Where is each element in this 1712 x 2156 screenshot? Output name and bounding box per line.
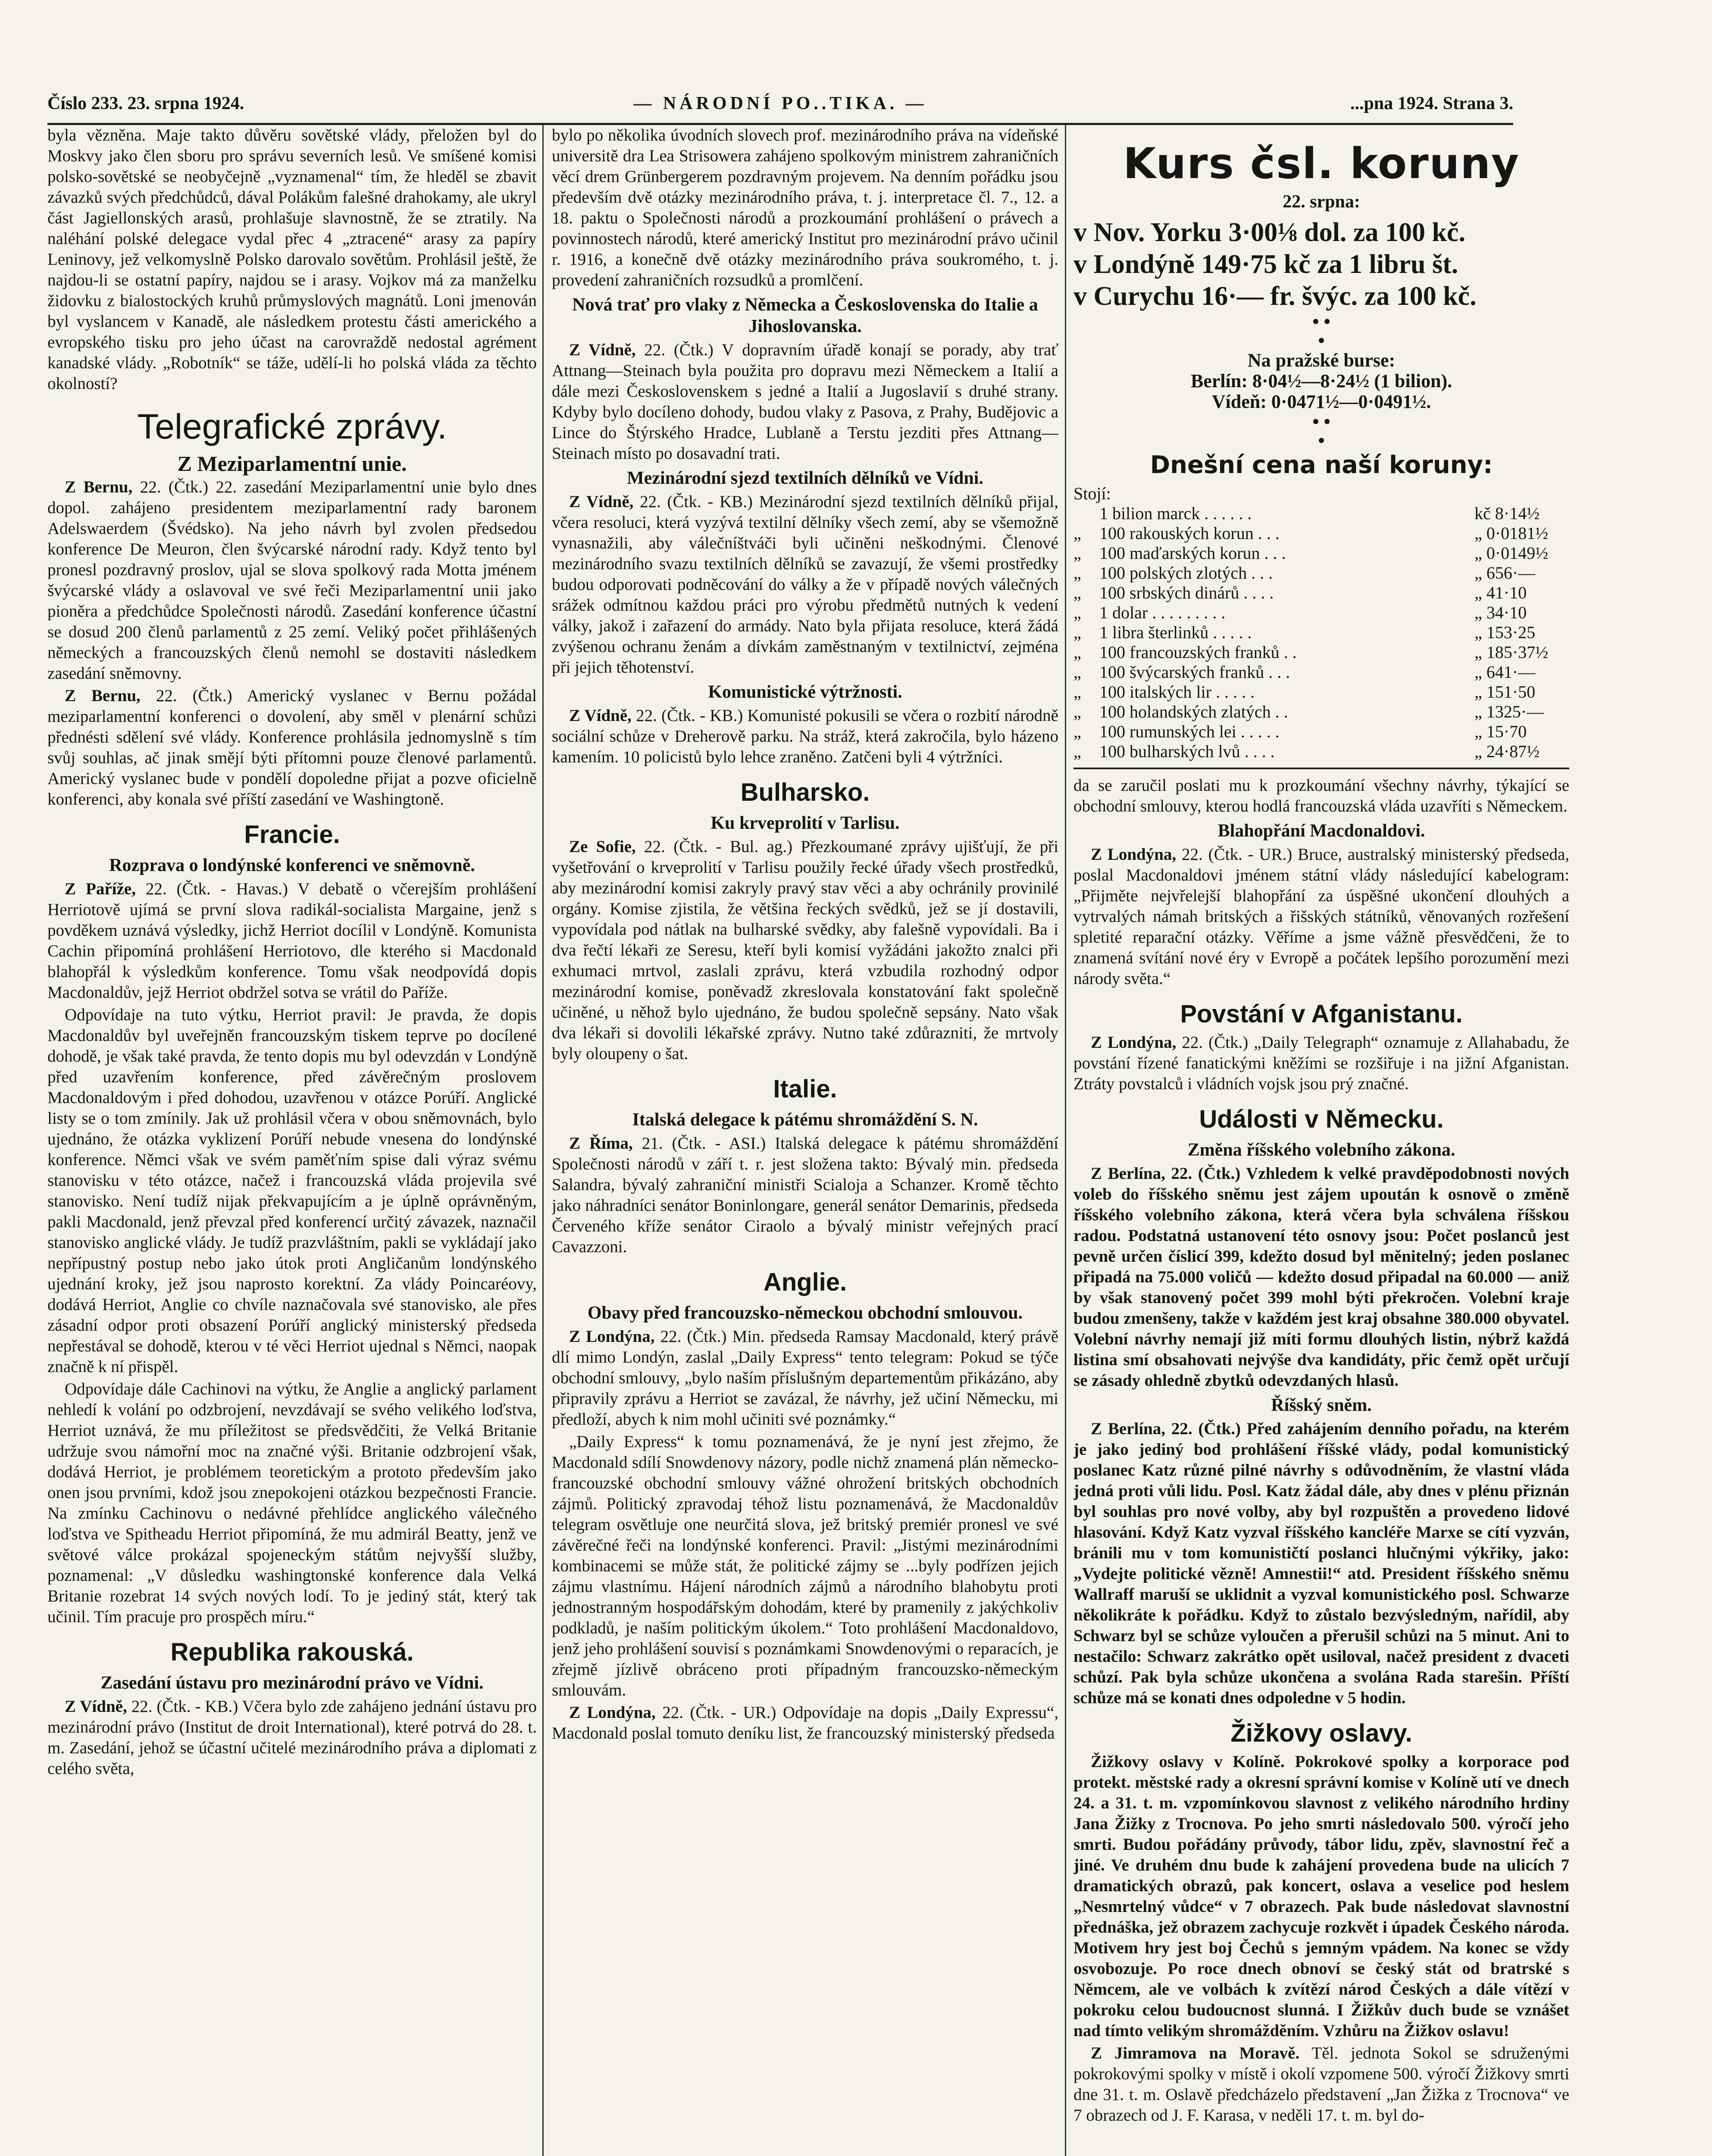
rate-label: 100 rakouských korun . . . [1099,523,1280,543]
rate-value: „ 641·— [1474,662,1536,682]
article-text: Z Paříže, 22. (Čtk. - Havas.) V debatě o včerejším prohlášení Herriotově ujímá se první slova radikál-socialista Margaine, jenž s povděkem uznává výsledky, jichž Herriot docílil v Londýně. Komunista Cachin připomíná prohlášení Herriotovo, dle kterého si Macdonald blahopřál k výsledkům konference. Tomu však neodpovídá dopis Macdonaldův, jejž Herriot obdržel sotva se vrátil do Paříže. [47,880,537,1002]
article-text: Ze Sofie, 22. (Čtk. - Bul. ag.) Přezkoumané zprávy ujišťují, že při vyšetřování o krveprolití v Tarlisu použily řecké úřady všech prostředků, aby mezinárodní komisi zakryly pravý stav věci a aby ochránily provinilé orgány. Komise zjistila, že většina řeckých svědků, jež se jí dostavili, vypovídala pod nátlak na bulharské svědky, aby falešně vypovídali. Ba i dva řečtí lékaři ze Seresu, kteří byli komisí vyžádáni jakožto znalci při exhumaci mrtvol, zaslali zprávu, která vzbudila rozhodný odpor mezinárodní komise, poněvadž zkreslovala konstatování fakt společně učiněné, u něhož bylo ujednáno, že budou společně sepsány. Nato však dva lékaři si dovolili lékařské zprávy. Nutno také zdůrazniti, že mrtvoly byly oloupeny o šat. [552,837,1058,1063]
separator-dots: • • • [1312,411,1330,451]
rate-value: „ 185·37½ [1474,642,1549,662]
rate-row [1074,742,1569,761]
article-title: Komunistické výtržnosti. [708,682,902,702]
crown-value-title: Dnešní cena naší koruny: [1150,451,1493,479]
rate-value: kč 8·14½ [1474,504,1540,523]
article-title: Mezinárodní sjezd textilních dělníků ve Vídni. [627,468,983,488]
article-title: Italská delegace k pátému shromáždění S. N. [632,1110,978,1130]
article-text: Z Vídně, 22. (Čtk. - KB.) Mezinárodní sjezd textilních dělníků přijal, včera resoluci, která vyzývá textilní dělníky všech zemí, aby se všemožně vynasnažili, aby válečníštváči byli učiněni neškodnými. Členové mezinárodního svazu textilních dělníků se zavazují, že všemi prostředky budou odporovati podněcování do války a že v případě nových válečných srážek odmítnou každou práci pro výrobu předmětů nutných k vedení války, jakož i zařazení do armády. Nato byla přijata resoluce, která žádá zvýšenou ochranu ženám a dívkám zaměstnaným v textilnictví, zejména při jejich těhotenství. [552,492,1058,677]
rate-value: „ 34·10 [1474,603,1527,622]
article-text: Z Vídně, 22. (Čtk. - KB.) Včera bylo zde zahájeno jednání ústavu pro mezinárodní právo (Institut de droit International), které potrvá do 28. t. m. Zasedání, jehož se účastní učitelé mezinárodního práva a diplomati z celého světa, [47,1697,537,1778]
article-text: Žižkovy oslavy v Kolíně. Pokrokové spolky a korporace pod protekt. městské rady a okresní správní komise v Kolíně utí ve dnech 24. a 31. t. m. vzpomínkovou slavnost z velikého národního hrdiny Jana Žižky z Trocnova. Po jeho smrti následovalo 500. výročí jeho smrti. Budou pořádány průvody, tábor lidu, zpěv, slavnostní řeč a jiné. Ve druhém dnu bude k zahájení provedena bude na ulicích 7 dramatických obrazů, pak koncert, oslava a veselice pod heslem „Nesmrtelný vůdce“ v 7 obrazech. Pak bude následovat slavnostní přednáška, jež obrazem zachycuje rozkvět i úpadek Českého národa. Motivem hry jest boj Čechů s jemným vpádem. Na konec se vždy osvobozuje. Po roce dnech obnoví se český stát od bratrské s Němcem, ale ve volbách k zvítězí národ Českých a dále vítězí v pokroku celou budoucnost slunná. I Žižkův duch bude se vznášet nad tímto velikým shromážděním. Vzhůru na Žižkov oslavu! [1074,1752,1569,2040]
rate-value: „ 0·0181½ [1474,523,1549,543]
rate-row [1074,583,1569,603]
ditto-mark: „ [1074,543,1081,563]
article-title: Nová trať pro vlaky z Německa a Československa do Italie a Jihoslovanska. [572,295,1038,336]
rate-value: „ 41·10 [1474,583,1527,602]
article-text: da se zaručil poslati mu k prozkoumání všechny návrhy, týkající se obchodní smlouvy, kterou hodlá francouzská vláda uzavříti s Německem. [1074,776,1569,815]
column-1 [47,125,537,2156]
rate-value: „ 153·25 [1474,623,1536,642]
rate-value: „ 1325·— [1474,702,1544,721]
rate-value: „ 24·87½ [1474,742,1540,761]
rate-row [1074,563,1569,583]
article-text: byla vězněna. Maje takto důvěru sovětské vlády, přeložen byl do Moskvy jako člen sboru pro správu severních lesů. Ve smíšené komisi polsko-sovětské se neobyčejně „vyznamenal“ tím, že hleděl se zbavit závazků svých předchůdců, dával Polákům falešné drahokamy, ale ukryl část Jagiellonských arasů, prohlašuje slavnostně, že se ztratily. Na naléhání polské delegace vydal přec 4 „ztracené“ arasy za papíry Leninovy, jež velkomyslně Polsko darovalo sovětům. Prohlásil ještě, že najdou-li se ostatní papíry, najdou se i arasy. Vojkov má za manželku židovku z bialostockých kruhů průmyslových magnátů. Loni jmenován byl vyslancem v Kanadě, ale následkem protestu části amerického a evropského tisku pro jeho účast na carovraždě nedostal agrément kanadské vlády. „Robotník“ se táže, udělí-li ho polská vláda za těchto okolností? [47,126,537,393]
rate-label: 1 bilion marck . . . . . . [1099,504,1252,523]
rate-value: „ 151·50 [1474,682,1536,702]
article-title: Zasedání ústavu pro mezinárodní právo ve Vídni. [100,1673,484,1693]
rate-label: 100 švýcarských franků . . . [1099,662,1290,682]
article-title: Blahopřání Macdonaldovi. [1217,821,1425,841]
ditto-mark: „ [1074,583,1081,602]
article-title: Změna říšského volebního zákona. [1187,1140,1455,1160]
rate-london: v Londýně 149·75 kč za 1 libru št. [1074,250,1458,279]
article-text: Z Berlína, 22. (Čtk.) Před zahájením denního pořadu, na kterém je jako jediný bod prohlášení říšské vlády, podal komunistický poslanec Katz různé pilné návrhy s odůvodněním, že vlastní vláda jedná proti vůli lidu. Posl. Katz žádal dále, aby dnes v plénu přiznán byl souhlas pro nové volby, aby byl rozpuštěn a provedeno lidové hlasování. Když Katz vyzval říšského kancléře Marxe se cítí vyzván, bránili mu v tom komunističtí poslanci hlučnými výkřiky, jako: „Vydejte politické vězně! Amnestii!“ atd. President říšského sněmu Wallraff maruší se uklidnit a vyzval komunistického posl. Schwarze několikráte k pořádku. Když to zůstalo bezvýsledným, nařídil, aby Schwarz byl se schůze vyloučen a přerušil schůzi na 5 minut. Ani to nestačilo: Schwarz zakrátko opět usiloval, načež president z dvaceti schůzí. Pak byla schůze ukončena a svolána Rada starešin. Příští schůze má se konati dnes odpoledne v 5 hodin. [1074,1420,1569,1707]
ditto-mark: „ [1074,742,1081,761]
issue-line: Číslo 233. 23. srpna 1924. [47,94,244,113]
rate-row [1074,702,1569,722]
section-title: Události v Německu. [1199,1105,1444,1133]
article-title: Ku krveprolití v Tarlisu. [710,813,900,833]
ditto-mark: „ [1074,563,1081,583]
rate-label: 100 srbských dinárů . . . . [1099,583,1274,602]
rate-label: 100 bulharských lvů . . . . [1099,742,1275,761]
section-title: Povstání v Afganistanu. [1180,1000,1463,1028]
rate-value: „ 15·70 [1474,722,1527,741]
rate-row [1074,543,1569,563]
article-text: Z Vídně, 22. (Čtk.) V dopravním úřadě konají se porady, aby trať Attnang—Steinach byla použita pro dopravu mezi Německem a Italií a dále mezi Československem s jedné a Italií a Jugoslavií s druhé strany. Kdyby bylo docíleno dohody, budou vlaky z Pasova, z Prahy, Budějovic a Lince do Štýrského Hradce, Lublaně a Terstu jezditi přes Attnang—Steinach místo po dosavadní trati. [552,341,1058,463]
rate-label: 100 maďarských korun . . . [1099,543,1286,563]
ditto-mark: „ [1074,642,1081,662]
rate-label: 100 rumunských lei . . . . . [1099,722,1280,741]
rate-vienna: Vídeň: 0·0471½—0·0491½. [1211,391,1431,412]
article-text: „Daily Express“ k tomu poznamenává, že je nyní jest zřejmo, že Macdonald sdílí Snowdenovy názory, podle nichž znamená plán německo-francouzské obchodní smlouvy vážné ohrožení britských obchodních zájmů. Politický zpravodaj téhož listu poznamenává, že Macdonaldův telegram osvětluje one neurčitá slova, jež britský premiér pronesl ve své závěrečné řeči na londýnské konferenci. Pravil: „Jistými mezinárodními kombinacemi se může stát, že politické zájmy se ...byly podřízen jejich zájmu vlastnímu. Hájení národních zájmů a národního blahobytu proti jednostranným hospodářským dohodám, které by pramenily z jakýchkoliv podkladů, je naším politickým úkolem.“ Toto prohlášení Macdonaldovo, jenž jeho prohlášení souvisí s poznámkami Snowdenovými o reparacích, je zřejmě jízlivě obráceno proti případným francouzsko-německým smlouvám. [552,1432,1058,1699]
section-title: Žižkovy oslavy. [1230,1719,1412,1747]
separator-dots: • • • [1312,311,1330,351]
rate-berlin: Berlín: 8·04½—8·24½ (1 bilion). [1190,370,1452,392]
rate-row [1074,603,1569,623]
ditto-mark: „ [1074,702,1081,721]
section-title: Bulharsko. [740,778,870,806]
article-text: Z Bernu, 22. (Čtk.) 22. zasedání Meziparlamentní unie bylo dnes dopol. zahájeno presidentem meziparlamentní rady baronem Adelswaerdem (Švédsko). Na jeho návrh byl zvolen předsedou konference De Meuron, člen švýcarské národní rady. Když tento byl pronesl pozdravný proslov, ujal se slova spolkový rada Motta jménem švýcarské vlády a oslavoval ve své řeči Meziparlamentní unii jako pioněra a předchůdce Společnosti národů. Zasedání konference účastní se dosud 200 členů parlamentů z 25 zemí. Veliký počet přihlášených německých a francouzských členů nemohl se dostaviti následkem zasedání sněmovny. [47,478,537,683]
divider [1074,768,1569,769]
article-text: Z Londýna, 22. (Čtk. - UR.) Odpovídaje na dopis „Daily Expressu“, Macdonald poslal tomuto deníku list, že francouzský ministerský předseda [552,1703,1058,1742]
exchange-rate-title: Kurs čsl. koruny [1123,139,1520,188]
ditto-mark: „ [1074,682,1081,702]
rate-row [1074,642,1569,662]
article-text: Z Jimramova na Moravě. Těl. jednota Sokol se sdruženými pokrokovými spolky v místě i okolí vzpomene 500. výročí Žižkovy smrti dne 31. t. m. Oslavě předcházelo představení „Jan Žižka z Trocnova“ ve 7 obrazech od J. F. Karasa, v neděli 17. t. m. byl do- [1074,2044,1569,2125]
article-title: Rozprava o londýnské konferenci ve sněmovně. [109,856,475,875]
article-text: Z Vídně, 22. (Čtk. - KB.) Komunisté pokusili se včera o rozbití národně sociální schůze v Dreherově parku. Na stráž, která zakročila, bylo házeno kamením. 10 policistů bylo lehce zraněno. Zatčeni byli 4 výtržníci. [552,706,1058,766]
article-text: Z Londýna, 22. (Čtk.) „Daily Telegraph“ oznamuje z Allahabadu, že povstání řízené fanatickými kněžími se rozšiřuje i na jižní Afganistan. Ztráty povstalců i vládních vojsk jsou prý značné. [1074,1033,1569,1093]
section-title: Anglie. [763,1268,847,1296]
article-title: Obavy před francouzsko-německou obchodní smlouvou. [587,1303,1023,1323]
rate-row [1074,722,1569,742]
rate-value: „ 0·0149½ [1474,543,1549,563]
rate-row [1074,504,1569,523]
ditto-mark [1074,504,1099,523]
rates-table [1074,484,1569,761]
article-text: Odpovídaje dále Cachinovi na výtku, že Anglie a anglický parlament nehledí k volání po odzbrojení, nevzdávají se svého velikého loďstva, Herriot uznává, že mu příležitost se předsvědčiti, že Velká Britanie udržuje svou námořní moc na značné výši. Britanie odzbrojení však, dodává Herriot, je problémem teoretickým a prototo především jako onen jsou prvními, kdož jsou znepokojeni otázkou bezpečnosti Francie. Na zmínku Cachinovu o nedávné přehlídce anglického válečného loďstva ve Spitheadu Herriot připomíná, že mu admirál Beatty, jenž ve světové válce prokázal spojeneckým státům nejvyšší služby, poznamenal: „V důsledku washingtonské konference dala Velká Britanie rozebrat 14 svých nových lodí. To je jediný stát, který tak učinil. Tím pracuje pro prospěch míru.“ [47,1380,537,1626]
rate-label: 100 holandských zlatých . . [1099,702,1288,721]
article-text: Z Bernu, 22. (Čtk.) Americký vyslanec v Bernu požádal meziparlamentní konferenci o dovolení, aby směl v plenární schůzi přednésti sdělení své vlády. Konference prohlásila jednomyslně s tím svůj souhlas, ač jinak smějí býti přítomni pouze členové parlamentů. Americký vyslanec bude v pondělí dopoledne přijat a pozve oficielně konferenci, aby konala své příští zasedání ve Washingtoně. [47,686,537,808]
rate-zurich: v Curychu 16·— fr. švýc. za 100 kč. [1074,282,1477,311]
burse-title: Na pražské burse: [1247,350,1396,371]
page-header [47,88,1513,119]
column-divider [1065,125,1066,2156]
article-text: Z Londýna, 22. (Čtk. - UR.) Bruce, australský ministerský předseda, poslal Macdonaldovi jménem státní vlády následující kabelogram: „Přijměte nejvřelejší blahopřání za úspěšné ukončení dlouhých a vytrvalých námah britských a řišských státníků, věnovaných rozřešení spletité reparační otázky. Věříme a jsme vážně přesvědčeni, že to znamená svítání nové éry v Evropě a počátek lepšího porozumění mezi národy světa.“ [1074,845,1569,988]
article-text: Odpovídaje na tuto výtku, Herriot pravil: Je pravda, že dopis Macdonaldův byl uveřejněn francouzským tiskem teprve po docílené dohodě, je však také pravda, že tento dopis mu byl odevzdán v Londýně před uzavřením konference, před závěrečným proslovem Macdonaldovým i před dohodou, uzavřenou v otázce Porúří. Anglické listy se o tom zmínily. Jak už prohlásil včera v obou sněmovnách, bylo ujednáno, že otázka vyklizení Porúří nebude vnesena do londýnské konference. Němci však ve svém paměťním spise dali výraz svému stanovisku v této otázce, načež i francouzská vláda projevila své stanovisko. Není tudíž nijak překvapujícím a je úplně oprávněným, pakli Macdonald, jenž převzal před konferencí určitý závazek, naznačil stanovisko anglické vlády. Je tudíž prazvláštním, pakli se vykládají jako nepřípustný postup nebo jako útok proti Angličanům londýnského ujednání kroky, jež jsou naprosto korektní. Za vlády Poincaréovy, dodává Herriot, Anglie co chvíle naznačovala své stanovisko, ale přes zásadní odpor proti obsazení Porúří anglický ministerský předseda nepřestával se dohodě, kterou v té věci Herriot ujednal s Němci, naopak značně k ní přispěl. [47,1006,537,1376]
column-3 [1074,125,1569,2156]
rate-label: 100 polských zlotých . . . [1099,563,1273,583]
rate-label: 1 dolar . . . . . . . . . [1099,603,1226,622]
ditto-mark: „ [1074,722,1081,741]
exchange-rate-date: 22. srpna: [1283,192,1360,212]
rate-label: 1 libra šterlinků . . . . . [1099,623,1252,642]
rate-new-york: v Nov. Yorku 3·00⅛ dol. za 100 kč. [1074,218,1465,247]
rate-row [1074,662,1569,682]
article-text: Z Londýna, 22. (Čtk.) Min. předseda Ramsay Macdonald, který právě dlí mimo Londýn, zaslal „Daily Express“ tento telegram: Pokud se týče obchodní smlouvy, „bylo naším příslušným departementům přikázáno, aby připravily zprávu a Herriot se zavázal, že návrhy, jež učiní Německu, mi předloží, abych k nim mohl učiniti své poznámky.“ [552,1327,1058,1429]
ditto-mark: „ [1074,523,1081,543]
article-text: Z Říma, 21. (Čtk. - ASI.) Italská delegace k pátému shromáždění Společnosti národů v září t. r. jest složena takto: Bývalý min. předseda Salandra, bývalý zahraniční ministři Scialoja a Schanzer. Kromě těchto jako náhradníci senátor Boninlongare, generál senátor Demarinis, předseda Červeného kříže senátor Ciraolo a bývalý ministr veřejných prací Cavazzoni. [552,1134,1058,1256]
page-number: ...pna 1924. Strana 3. [1350,94,1513,113]
rate-value: „ 656·— [1474,563,1536,583]
ditto-mark: „ [1074,623,1081,642]
section-title: Telegrafické zprávy. [137,407,447,446]
rate-row [1074,682,1569,702]
section-title: Republika rakouská. [170,1638,414,1666]
article-title: Z Meziparlamentní unie. [177,451,407,476]
ditto-mark: „ [1074,603,1081,622]
article-title: Říšský sněm. [1271,1395,1372,1415]
section-title: Italie. [773,1075,837,1103]
rate-label: 100 francouzských franků . . [1099,642,1297,662]
masthead: — NÁRODNÍ PO..TIKA. — [633,94,927,113]
section-title: Francie. [244,821,340,849]
rate-row [1074,623,1569,642]
article-text: Z Berlína, 22. (Čtk.) Vzhledem k velké pravděpodobnosti nových voleb do říšského sněmu jest zájem upoután k osnově o změně říšského volebního zákona, která včera byla schválena říšskou radou. Podstatná ustanovení této osnovy jsou: Počet poslanců jest pevně určen číslicí 399, kdežto dosud byl měnitelný; jeden poslanec připadá na 75.000 voličů — kdežto dosud připadal na 60.000 — aniž by však stanovený počet 399 mohl býti překročen. Volební kraje budou zmenšeny, takže v každém jest kraj obsahne 380.000 obyvatel. Volební návrhy nemají již míti formu dlouhých listin, nýbrž každá listina smí obsahovati nejvýše dva kandidáty, přic čemž opět určují se zásady ohledně zbytků odevzdaných hlasů. [1074,1164,1569,1390]
column-2 [552,125,1058,2156]
rate-row [1074,523,1569,543]
ditto-mark: „ [1074,662,1081,682]
rate-label: 100 italských lir . . . . . [1099,682,1255,702]
rates-header: Stojí: [1074,484,1111,503]
article-text: bylo po několika úvodních slovech prof. mezinárodního práva na vídeňské universitě dra Lea Strisowera zahájeno spolkovým ministrem zahraničních věcí drem Grünbergerem pozdravným projevem. Na denním pořádku jsou především dvě otázky mezinárodního práva, t. j. interpretace čl. 7., 12. a 18. paktu o Společnosti národů a prozkoumání prohlášení o právech a povinnostech národů, které americký Institut pro mezinárodní právo učinil r. 1916, a konečně dvě otázky mezinárodního práva soukromého, t. j. provedení zahraničních rozsudků a promlčení. [552,126,1058,289]
column-divider [542,125,544,2156]
